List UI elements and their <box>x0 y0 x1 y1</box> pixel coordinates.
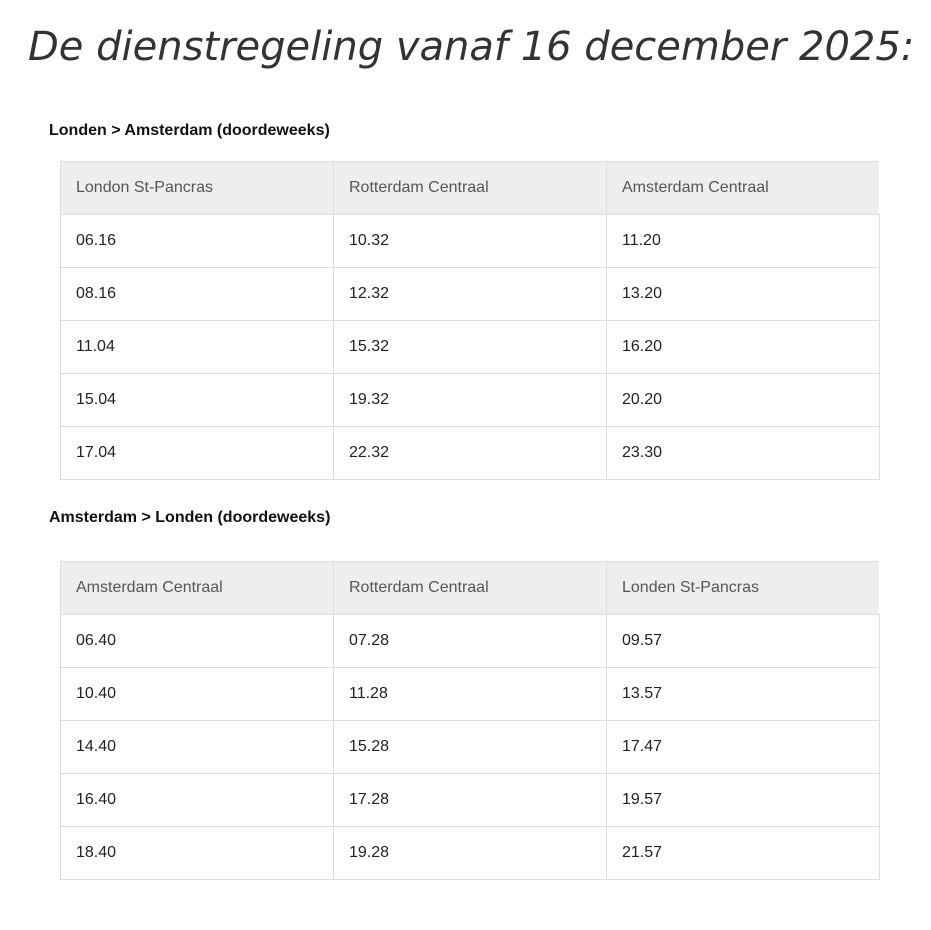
column-header: Rotterdam Centraal <box>334 162 607 215</box>
timetable-amsterdam-london <box>60 561 880 880</box>
column-header: Londen St-Pancras <box>607 562 880 615</box>
table-cell: 16.40 <box>61 774 334 827</box>
table-cell: 17.47 <box>607 721 880 774</box>
table-header-row <box>61 162 880 215</box>
table-cell: 10.32 <box>334 215 607 268</box>
table-row <box>61 321 880 374</box>
table-cell: 13.20 <box>607 268 880 321</box>
table-cell: 19.57 <box>607 774 880 827</box>
column-header: London St-Pancras <box>61 162 334 215</box>
column-header: Amsterdam Centraal <box>61 562 334 615</box>
section-heading-amsterdam-london: Amsterdam > Londen (doordeweeks) <box>49 509 331 526</box>
table-cell: 06.40 <box>61 615 334 668</box>
table-header-row <box>61 562 880 615</box>
table-row <box>61 721 880 774</box>
column-header: Rotterdam Centraal <box>334 562 607 615</box>
table-cell: 07.28 <box>334 615 607 668</box>
timetable-london-amsterdam <box>60 161 880 480</box>
table-cell: 12.32 <box>334 268 607 321</box>
page-title: De dienstregeling vanaf 16 december 2025: <box>28 24 915 70</box>
table-cell: 18.40 <box>61 827 334 880</box>
table-row <box>61 774 880 827</box>
table-cell: 15.28 <box>334 721 607 774</box>
table-cell: 11.28 <box>334 668 607 721</box>
table-cell: 11.20 <box>607 215 880 268</box>
table-row <box>61 427 880 480</box>
table-cell: 19.28 <box>334 827 607 880</box>
table-row <box>61 615 880 668</box>
table-cell: 17.04 <box>61 427 334 480</box>
table-row <box>61 827 880 880</box>
table-row <box>61 668 880 721</box>
table-cell: 09.57 <box>607 615 880 668</box>
table-row <box>61 374 880 427</box>
table-cell: 20.20 <box>607 374 880 427</box>
table-cell: 16.20 <box>607 321 880 374</box>
table-cell: 10.40 <box>61 668 334 721</box>
table-cell: 23.30 <box>607 427 880 480</box>
table-cell: 15.32 <box>334 321 607 374</box>
table-cell: 22.32 <box>334 427 607 480</box>
table-cell: 06.16 <box>61 215 334 268</box>
table-cell: 08.16 <box>61 268 334 321</box>
table-row <box>61 268 880 321</box>
table-cell: 21.57 <box>607 827 880 880</box>
table-cell: 14.40 <box>61 721 334 774</box>
column-header: Amsterdam Centraal <box>607 162 880 215</box>
table-cell: 17.28 <box>334 774 607 827</box>
table-cell: 13.57 <box>607 668 880 721</box>
section-heading-london-amsterdam: Londen > Amsterdam (doordeweeks) <box>49 122 330 139</box>
table-cell: 15.04 <box>61 374 334 427</box>
table-row <box>61 215 880 268</box>
table-cell: 11.04 <box>61 321 334 374</box>
table-cell: 19.32 <box>334 374 607 427</box>
